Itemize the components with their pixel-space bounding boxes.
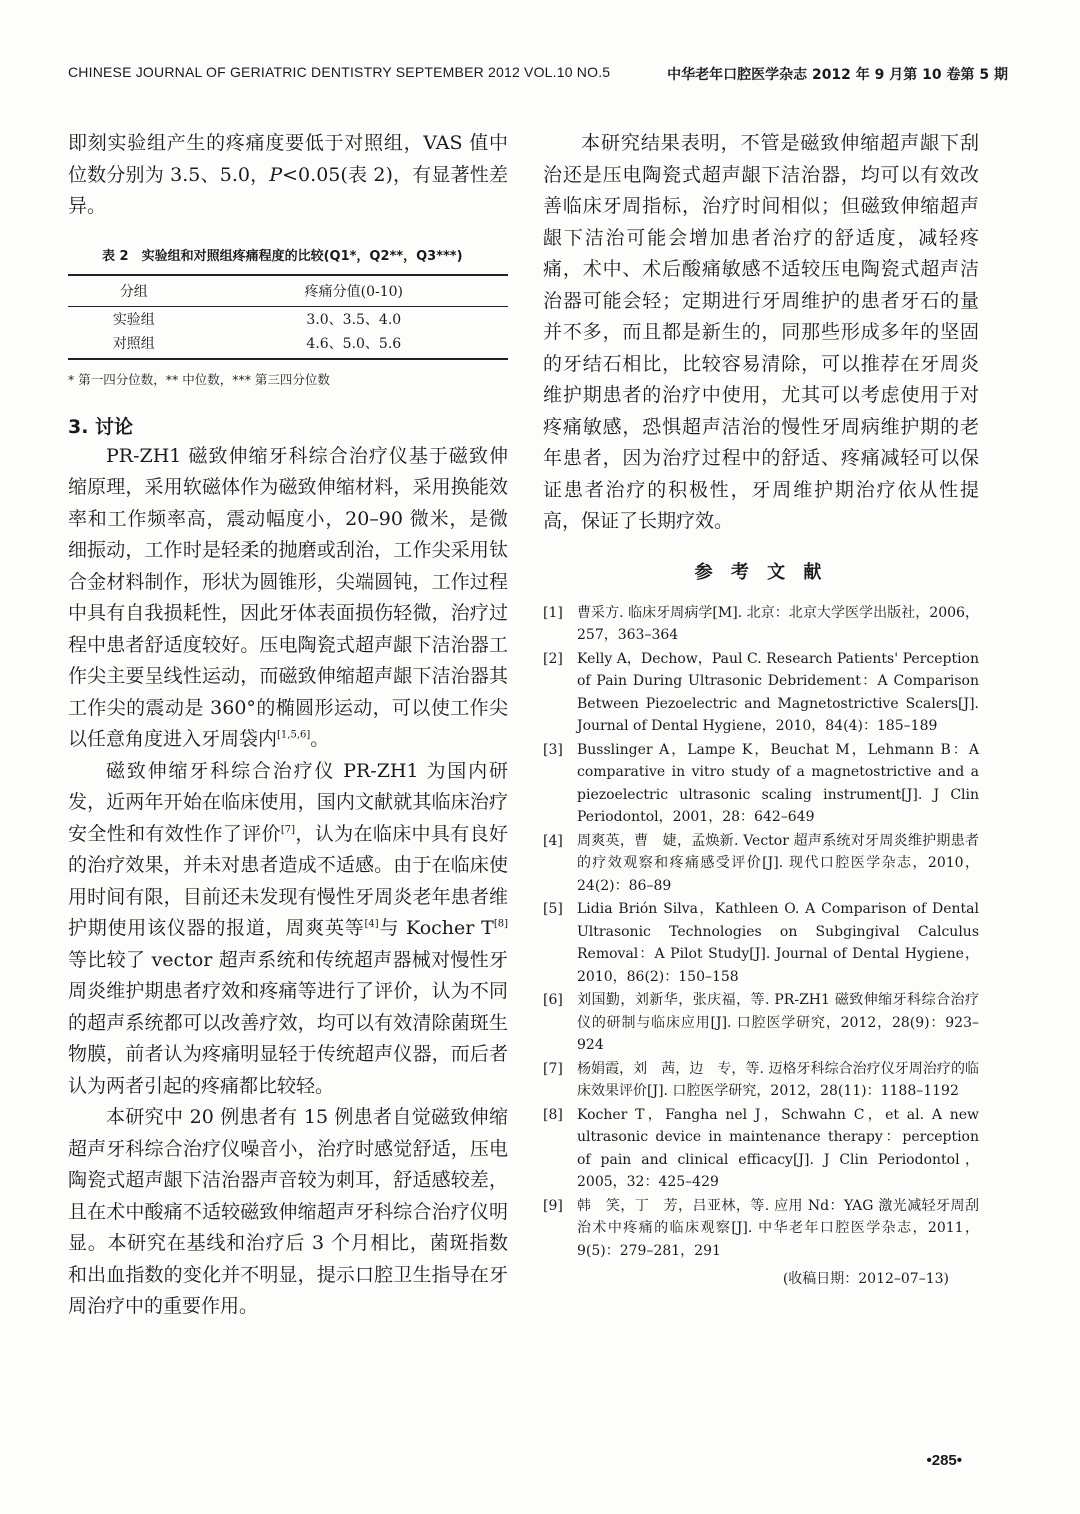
reference-text: 韩 笑，丁 芳，吕亚林，等. 应用 Nd：YAG 激光减轻牙周刮治术中疼痛的临床观察[J]. 中华老年口腔医学杂志，2011，9(5)：279–281，291	[577, 1197, 979, 1259]
table-cell-score: 3.0、3.5、4.0	[306, 311, 402, 328]
paragraph-discussion-3: 本研究中 20 例患者有 15 例患者自觉磁致伸缩超声牙科综合治疗仪噪音小，治疗时感觉舒适，压电陶瓷式超声龈下洁治器声音较为刺耳，舒适感较差，且在术中酸痛不适较磁致伸缩超声牙科综合治疗仪明显。本研究在基线和治疗后 3 个月相比，菌斑指数和出血指数的变化并不明显，提示口腔卫生指导在牙周治疗中的重要作用。	[68, 1106, 508, 1317]
reference-text: Lidia Brión Silva，Kathleen O. A Comparison of Dental Ultrasonic Technologies on Subgingival Calculus Removal：A Pilot Study[J]. Journal of Dental Hygiene，2010，86(2)：150–158	[577, 901, 979, 985]
reference-item	[543, 1058, 979, 1103]
references-heading: 参 考 文 献	[694, 561, 828, 583]
reference-number: [5]	[543, 901, 563, 917]
table-cell-group: 对照组	[68, 331, 200, 359]
text-run: ，认为在临床中具有良好的治疗效果，并未对患者造成不适感。由于在临床使用时间有限，目前还未发现有慢性牙周炎老年患者维护期使用该仪器的报道，周爽英等	[68, 822, 508, 939]
right-column	[543, 128, 979, 1288]
reference-text: 周爽英，曹 婕，孟焕新. Vector 超声系统对牙周炎维护期患者的疗效观察和疼痛感受评价[J]. 现代口腔医学杂志，2010，24(2)：86–89	[577, 832, 979, 894]
journal-header-english: CHINESE JOURNAL OF GERIATRIC DENTISTRY SEPTEMBER 2012 VOL.10 NO.5	[68, 64, 611, 80]
text-run: <0.05(表 2)，有显著性差异。	[68, 163, 508, 217]
text-run: 与 Kocher T	[378, 917, 494, 939]
reference-item	[543, 739, 979, 829]
table-header-group: 分组	[68, 275, 200, 307]
reference-number: [2]	[543, 650, 563, 667]
reference-number: [9]	[543, 1197, 563, 1214]
table-cell-score: 4.6、5.0、5.6	[200, 331, 508, 359]
text-run: 磁致伸缩牙科综合治疗仪 PR-ZH1 为国内研发，近两年开始在临床使用，国内文献就其临床治疗安全性和有效性作了评价	[68, 759, 508, 845]
table-footnote: * 第一四分位数，** 中位数，*** 第三四分位数	[68, 371, 330, 387]
citation: [7]	[280, 824, 296, 836]
paragraph-discussion-1	[68, 441, 508, 756]
paragraph-conclusion: 本研究结果表明，不管是磁致伸缩超声龈下刮治还是压电陶瓷式超声龈下洁治器，均可以有效改善临床牙周指标，治疗时间相似；但磁致伸缩超声龈下洁治可能会增加患者治疗的舒适度，减轻疼痛，术中、术后酸痛敏感不适较压电陶瓷式超声洁治器可能会轻；定期进行牙周维护的患者牙石的量并不多，而且都是新生的，同那些形成多年的坚固的牙结石相比，比较容易清除，可以推荐在牙周炎维护期患者的治疗中使用，尤其可以考虑使用于对疼痛敏感，恐惧超声洁治的慢性牙周病维护期的老年患者，因为治疗过程中的舒适、疼痛减轻可以保证患者治疗的积极性，牙周维护期治疗依从性提高，保证了长期疗效。	[543, 132, 979, 532]
text-run: 等比较了 vector 超声系统和传统超声器械对慢性牙周炎维护期患者疗效和疼痛等进行了评价，认为不同的超声系统都可以改善疗效，均可以有效清除菌斑生物膜，前者认为疼痛明显轻于传统超声仪器，而后者认为两者引起的疼痛都比较轻。	[68, 948, 508, 1097]
reference-item	[543, 648, 979, 738]
journal-header-chinese: 中华老年口腔医学杂志 2012 年 9 月第 10 卷第 5 期	[667, 67, 1008, 83]
reference-text: Kocher T，Fangha nel J，Schwahn C，et al. A new ultrasonic device in maintenance therapy：perception of pain and clinical efficacy[J]. J Clin Periodontol，2005，32：425–429	[577, 1106, 979, 1190]
reference-text: 刘国勤，刘新华，张庆福，等. PR-ZH1 磁致伸缩牙科综合治疗仪的研制与临床应用[J]. 口腔医学研究，2012，28(9)：923–924	[577, 992, 979, 1053]
table-header-score: 疼痛分值(0-10)	[200, 275, 508, 307]
page-number: •285•	[926, 1452, 962, 1469]
reference-item	[543, 898, 979, 988]
reference-item	[543, 602, 979, 647]
received-date: (收稿日期：2012–07–13)	[782, 1271, 949, 1287]
reference-number: [1]	[543, 604, 563, 621]
paragraph-discussion-2	[68, 756, 508, 1103]
reference-number: [8]	[543, 1106, 563, 1123]
text-run: 。	[310, 728, 330, 750]
reference-item	[543, 989, 979, 1057]
reference-number: [6]	[543, 992, 563, 1008]
reference-item	[543, 1104, 979, 1194]
reference-number: [7]	[543, 1060, 563, 1077]
reference-number: [4]	[543, 832, 563, 849]
reference-text: Busslinger A，Lampe K，Beuchat M，Lehmann B：A comparative in vitro study of a magnetostrictive and a piezoelectric ultrasonic scaling instrument[J]. J Clin Periodontol，2001，28：642–649	[577, 741, 979, 825]
citation: [4]	[364, 918, 379, 930]
citation: [1,5,6]	[277, 729, 311, 741]
paragraph-results-continued	[68, 128, 508, 223]
table-caption: 表 2 实验组和对照组疼痛程度的比较(Q1*，Q2**，Q3***)	[102, 248, 463, 264]
table-row	[68, 306, 508, 331]
table-row	[68, 331, 508, 359]
reference-text: 杨娟霞，刘 茜，边 专，等. 迈格牙科综合治疗仪牙周治疗的临床效果评价[J]. 口腔医学研究，2012，28(11)：1188–1192	[577, 1060, 979, 1099]
reference-text: Kelly A，Dechow，Paul C. Research Patients' Perception of Pain During Ultrasonic Debridement：A Comparison Between Piezoelectric and Magnetostrictive Scalers[J]. Journal of Dental Hygiene，2010，84(4)：185–189	[577, 650, 979, 734]
text-run: PR-ZH1 磁致伸缩牙科综合治疗仪基于磁致伸缩原理，采用软磁体作为磁致伸缩材料，采用换能效率和工作频率高，震动幅度小，20–90 微米，是微细振动，工作时是轻柔的抛磨或刮治，工作尖采用钛合金材料制作，形状为圆锥形，尖端圆钝，工作过程中具有自我损耗性，因此牙体表面损伤轻微，治疗过程中患者舒适度较好。压电陶瓷式超声龈下洁治器工作尖主要呈线性运动，而磁致伸缩超声龈下洁治器其工作尖的震动是 360°的椭圆形运动，可以使工作尖以任意角度进入牙周袋内	[68, 444, 508, 750]
reference-item	[543, 1195, 979, 1263]
reference-list	[543, 602, 979, 1263]
section-heading-discussion: 3. 讨论	[68, 415, 134, 438]
reference-text: 曹采方. 临床牙周病学[M]. 北京：北京大学医学出版社，2006，257，363–364	[577, 604, 979, 643]
text-run: 即刻实验组产生的疼痛度要低于对照组，VAS 值中位数分别为 3.5、5.0，	[68, 132, 508, 186]
reference-number: [3]	[543, 741, 563, 758]
table-cell-group: 实验组	[112, 311, 155, 328]
citation: [8]	[493, 918, 508, 930]
left-column	[68, 128, 508, 1323]
p-value-symbol: P	[269, 163, 283, 186]
reference-item	[543, 830, 979, 898]
pain-score-table	[68, 274, 508, 360]
